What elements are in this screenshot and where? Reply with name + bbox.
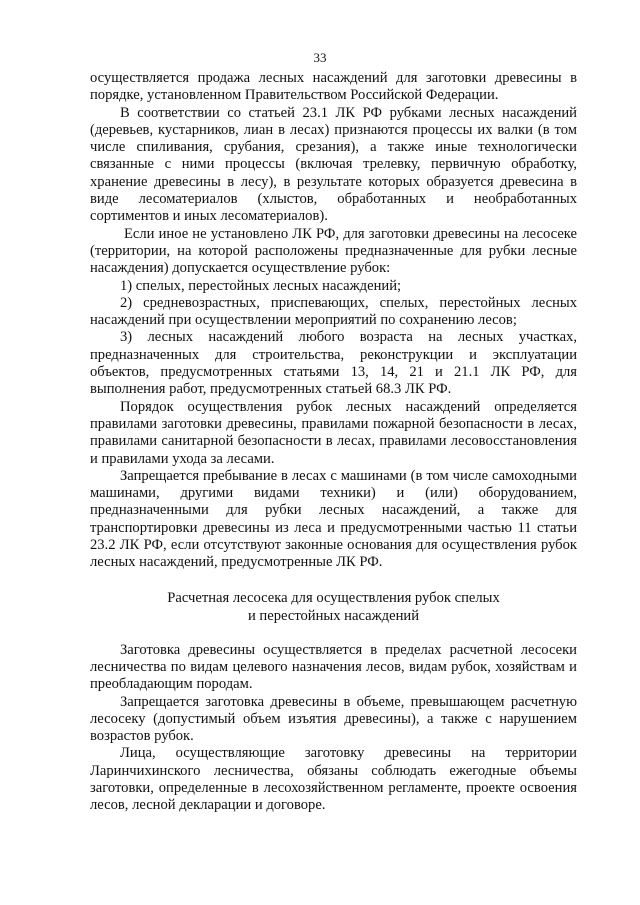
paragraph-logging-rules: Порядок осуществления рубок лесных насаждений определяется правилами заготовки древесины, правилами пожарной безопасности в лесах, правилами санитарной безопасности в лесах, правилами лесовосстановления и правилами ухода за лесами. [90, 398, 577, 467]
paragraph-harvest-prohibition: Запрещается заготовка древесины в объеме, превышающем расчетную лесосеку (допустимый объем изъятия древесины), а также с нарушением возрастов рубок. [90, 693, 577, 745]
list-item-3: 3) лесных насаждений любого возраста на лесных участках, предназначенных для строительства, реконструкции и эксплуатации объектов, предусмотренных статьями 13, 14, 21 и 21.1 ЛК РФ, для выполнения работ, предусмотренных статьей 68.3 ЛК РФ. [90, 329, 577, 398]
paragraph-continuation: осуществляется продажа лесных насаждений для заготовки древесины в порядке, установленном Правительством Российской Федерации. [90, 70, 577, 104]
section-heading-line-2: и перестойных насаждений [247, 607, 420, 624]
list-item-2: 2) средневозрастных, приспевающих, спелых, перестойных лесных насаждений при осуществлении мероприятий по сохранению лесов; [90, 294, 577, 329]
paragraph-machinery-prohibition: Запрещается пребывание в лесах с машинами (в том числе самоходными машинами, другими видами техники) и (или) оборудованием, предназначенными для рубки лесных насаждений, а также для транспортировки древесины из леса и предусмотренными частью 11 статьи 23.2 ЛК РФ, если отсутствуют законные основания для осуществления рубок лесных насаждений, предусмотренные ЛК РФ. [90, 467, 577, 571]
paragraph-logging-definition: В соответствии со статьей 23.1 ЛК РФ рубками лесных насаждений (деревьев, кустарников, лиан в лесах) признаются процессы их валки (в том числе спиливания, срубания, срезания), а также иные технологически связанные с ними процессы (включая трелевку, первичную обработку, хранение древесины в лесу), в результате которых образуется древесина в виде лесоматериалов (хлыстов, обработанных и необработанных сортиментов и иных лесоматериалов). [90, 104, 577, 225]
section-heading-line-1: Расчетная лесосека для осуществления рубок спелых [167, 589, 500, 606]
document-body [90, 70, 577, 815]
spacer [90, 625, 577, 642]
paragraph-allowed-logging: Если иное не установлено ЛК РФ, для заготовки древесины на лесосеке (территории, на которой расположены предназначенные для рубки лесные насаждения) допускается осуществление рубок: [90, 225, 577, 277]
paragraph-harvest-obligations: Лица, осуществляющие заготовку древесины на территории Ларинчихинского лесничества, обязаны соблюдать ежегодные объемы заготовки, определенные в лесохозяйственном регламенте, проекте освоения лесов, лесной декларации и договоре. [90, 745, 577, 814]
list-item-1: 1) спелых, перестойных лесных насаждений; [120, 277, 402, 294]
page-number: 33 [313, 50, 327, 65]
spacer [90, 572, 577, 589]
section-heading [90, 589, 577, 625]
paragraph-harvest-limits: Заготовка древесины осуществляется в пределах расчетной лесосеки лесничества по видам целевого назначения лесов, видам рубок, хозяйствам и преобладающим породам. [90, 641, 577, 693]
